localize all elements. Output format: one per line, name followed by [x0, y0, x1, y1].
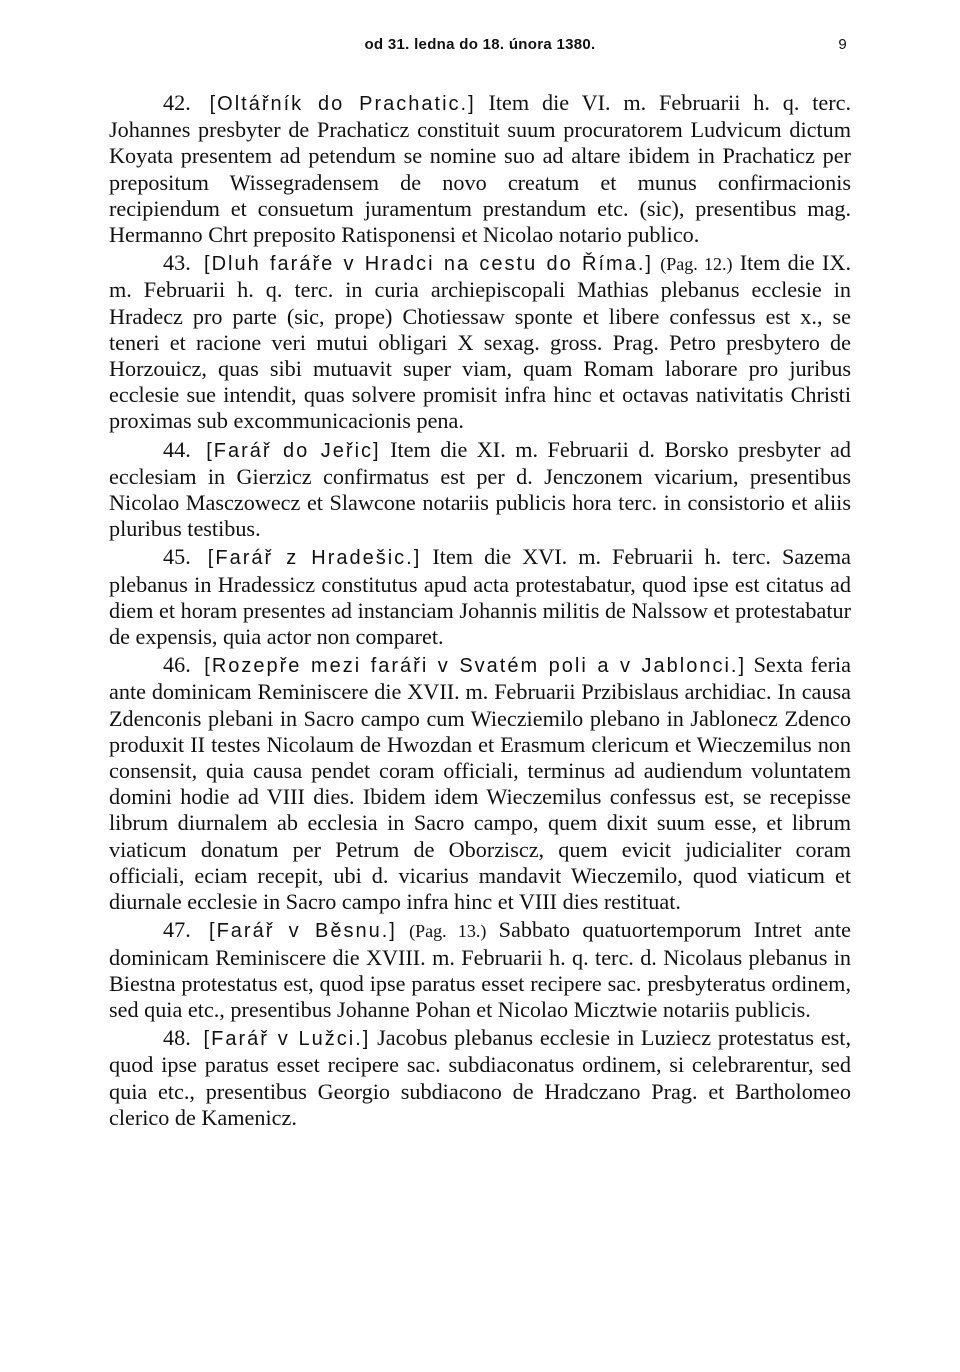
entries-list — [109, 90, 851, 1131]
running-header — [109, 30, 851, 70]
entry-rubric: [Dluh faráře v Hradci na cestu do Říma.] — [204, 253, 653, 276]
page-number: 9 — [838, 36, 847, 53]
entry-rubric: [Rozepře mezi faráři v Svatém poli a v Jablonci.] — [204, 655, 747, 678]
entry-text: Item die XI. m. Februarii d. Borsko presbyter ad ecclesiam in Gierzicz confirmatus est per d. Jenczonem vicarium, presentibus Nicolao Masczowecz et Slawcone notariis publicis hora terc. in consistorio et aliis pluribus testibus. — [109, 436, 852, 542]
entry-text: Sexta feria ante dominicam Reminiscere die XVII. m. Februarii Przibislaus archidiac. In causa Zdenconis plebani in Sacro campo cum Wiecziemilo plebano in Jablonecz Zdenco produxit II testes Nicolaum de Hwozdan et Erasmum clericum et Wieczemilus non consensit, quia causa pendet coram officiali, terminus ad audiendum voluntatem domini hodie ad VIII dies. Ibidem idem Wieczemilus confessus est, se recepisse librum diurnalem ab ecclesia in Sacro campo, quem dixit suum esse, et librum viaticum donatum per Petrum de Oborziscz, quem evicit judicialiter coram officiali, eciam recepit, ubi d. vicarius mandavit Wieczemilo, quod viaticum et diurnale ecclesie in Sacro campo infra hinc et VIII dies restituat. — [109, 652, 852, 915]
page-reference: (Pag. 13.) — [409, 921, 487, 942]
entry-number: 47. — [163, 917, 191, 943]
entry-rubric: [Farář do Jeřic] — [206, 439, 381, 462]
entry-text: Jacobus plebanus ecclesie in Luziecz protestatus est, quod ipse paratus esset recipere sac. subdiaconatus ordinem, si celebrarentur, sed quia etc., presentibus Georgio subdiacono de Hradczano Prag. et Bartholomeo clerico de Kamenicz. — [109, 1025, 852, 1130]
entry-text: Item die VI. m. Februarii h. q. terc. Johannes presbyter de Prachaticz constituit suum procuratorem Ludvicum dictum Koyata presentem ad petendum se nomine suo ad altare ibidem in Prachaticz per prepositum Wissegradensem de novo creatum et munus confirmacionis recipiendum et consuetum juramentum prestandum etc. (sic), presentibus mag. Hermanno Chrt preposito Ratisponensi et Nicolao notario publico. — [109, 90, 852, 248]
entry-number: 44. — [163, 436, 191, 462]
entry-number: 45. — [163, 544, 191, 570]
entry-43 — [109, 250, 851, 434]
running-title: od 31. ledna do 18. února 1380. — [364, 36, 596, 53]
entry-45 — [109, 544, 851, 650]
entry-text: Item die XVI. m. Februarii h. terc. Sazema plebanus in Hradessicz constitutus apud acta protestabatur, quod ipse est citatus ad diem et horam presentes ad instanciam Johannis militis de Nalssow et protestabatur de expensis, quia actor non comparet. — [109, 544, 852, 650]
entry-44 — [109, 437, 851, 543]
page-reference: (Pag. 12.) — [660, 254, 733, 275]
entry-text: Item die IX. m. Februarii h. q. terc. in curia archiepiscopali Mathias plebanus ecclesie in Hradecz pro parte (sic, prope) Chotiessaw sponte et libere confessus est x., se teneri et racione veri mutui obligari X sexag. gross. Prag. Petro presbytero de Horzouicz, quas sibi mutuavit super viam, quam Romam laborare pro juribus ecclesie sue intendit, quas solvere promisit infra hinc et octavas nativitatis Christi proximas sub excommunicacionis pena. — [109, 250, 851, 434]
entry-42 — [109, 90, 851, 248]
entry-number: 46. — [163, 652, 191, 678]
document-page — [109, 30, 851, 1133]
entry-48 — [109, 1025, 851, 1131]
entry-number: 48. — [163, 1025, 191, 1051]
entry-rubric: [Farář v Lužci.] — [203, 1028, 371, 1051]
entry-rubric: [Oltářník do Prachatic.] — [209, 93, 476, 115]
entry-text: Sabbato quatuortemporum Intret ante dominicam Reminiscere die XVIII. m. Februarii h. q. terc. d. Nicolaus plebanus in Biestna protestatus est, quod ipse paratus esset recipere sac. presbyteratus ordinem, sed quia etc., presentibus Johanne Pohan et Nicolao Micztwie notariis publicis. — [109, 917, 851, 1022]
entry-number: 43. — [163, 250, 191, 276]
entry-number: 42. — [163, 90, 191, 115]
entry-rubric: [Farář v Běsnu.] — [209, 920, 397, 943]
entry-47 — [109, 917, 851, 1023]
entry-46 — [109, 652, 851, 915]
entry-rubric: [Farář z Hradešic.] — [207, 547, 422, 570]
